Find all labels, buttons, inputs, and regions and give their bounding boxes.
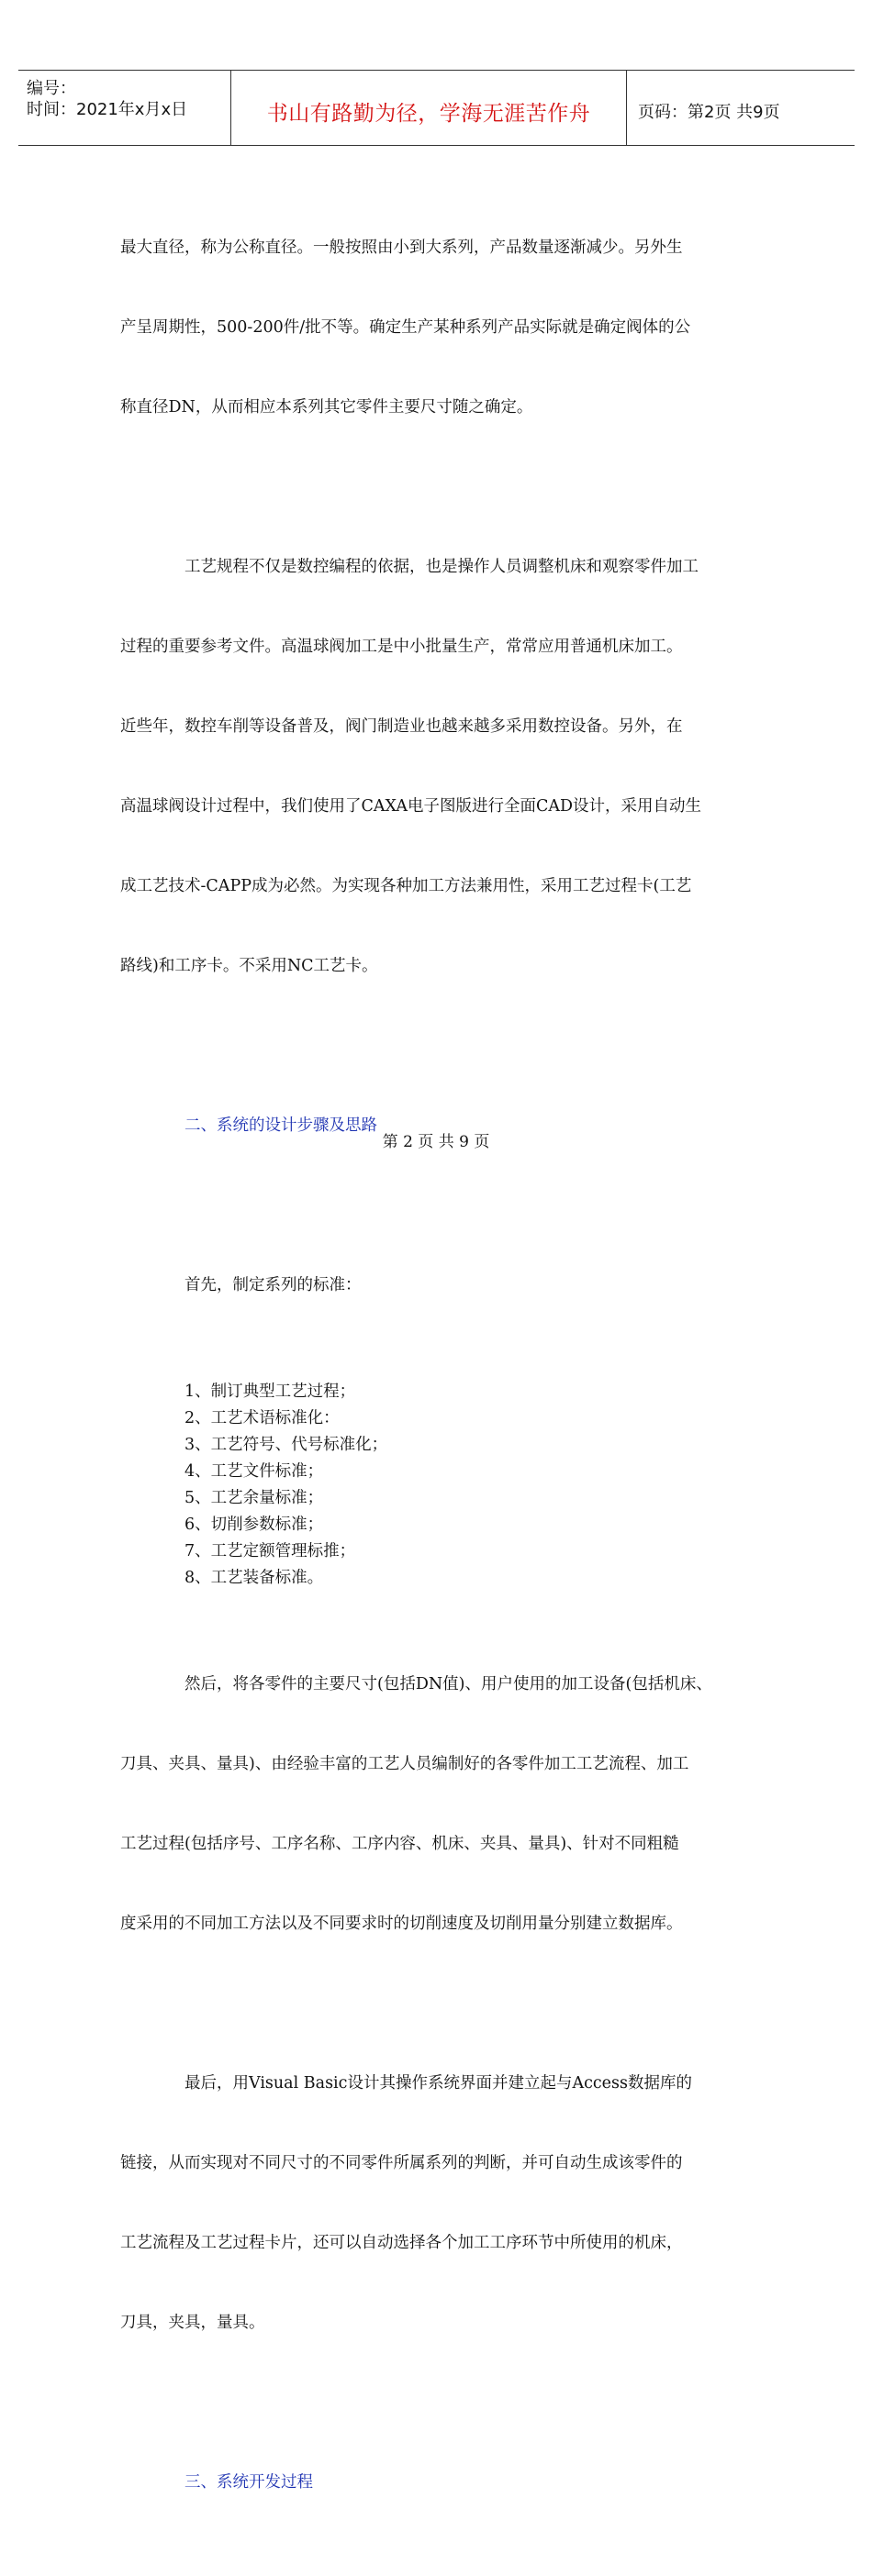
list-item: 5、工艺余量标准； <box>184 1489 324 1507</box>
page-footer: 第 2 页 共 9 页 <box>382 1133 490 1151</box>
text-line: 产呈周期性，500-200件/批不等。确定生产某种系列产品实际就是确定阀体的公 <box>120 318 691 337</box>
text-line: 然后，将各零件的主要尺寸(包括DN值)、用户使用的加工设备(包括机床、 <box>184 1675 712 1693</box>
header-page-number: 页码：第2页 共9页 <box>638 103 780 122</box>
list-item: 8、工艺装备标准。 <box>184 1569 324 1587</box>
section-heading-2 <box>120 1060 763 1193</box>
standards-list <box>120 1379 763 1592</box>
text-line: 近些年，数控车削等设备普及，阀门制造业也越来越多采用数控设备。另外，在 <box>120 717 683 736</box>
heading-text: 二、系统的设计步骤及思路 <box>184 1116 377 1135</box>
text-line: 最大直径，称为公称直径。一般按照由小到大系列，产品数量逐渐减少。另外生 <box>120 239 683 257</box>
paragraph-1 <box>120 182 763 474</box>
header-right-cell <box>627 71 855 145</box>
heading-text: 三、系统开发过程 <box>184 2473 313 2492</box>
text-line: 首先，制定系列的标准： <box>184 1276 362 1294</box>
paragraph-2 <box>120 501 763 1033</box>
text-line: 称直径DN，从而相应本系列其它零件主要尺寸随之确定。 <box>120 398 533 416</box>
section-heading-3 <box>120 2416 763 2549</box>
text-line: 最后，用Visual Basic设计其操作系统界面并建立起与Access数据库的 <box>184 2074 692 2093</box>
text-line: 度采用的不同加工方法以及不同要求时的切削速度及切削用量分别建立数据库。 <box>120 1915 683 1933</box>
text-line: 刀具、夹具、量具)、由经验丰富的工艺人员编制好的各零件加工工艺流程、加工 <box>120 1755 689 1773</box>
paragraph-3 <box>120 1219 763 1352</box>
paragraph-5 <box>120 2017 763 2390</box>
text-line: 链接，从而实现对不同尺寸的不同零件所属系列的判断，并可自动生成该零件的 <box>120 2154 683 2172</box>
text-line: 工艺过程(包括序号、工序名称、工序内容、机床、夹具、量具)、针对不同粗糙 <box>120 1835 679 1853</box>
text-line: 工艺规程不仅是数控编程的依据，也是操作人员调整机床和观察零件加工 <box>184 558 699 576</box>
list-item: 6、切削参数标准； <box>184 1516 324 1534</box>
text-line: 高温球阀设计过程中，我们使用了CAXA电子图版进行全面CAD设计，采用自动生 <box>120 797 702 816</box>
list-item: 2、工艺术语标准化： <box>184 1409 340 1427</box>
text-line: 刀具，夹具，量具。 <box>120 2314 265 2332</box>
document-body <box>120 182 763 2576</box>
header-motto: 书山有路勤为径，学海无涯苦作舟 <box>266 102 591 126</box>
list-item: 7、工艺定额管理标推； <box>184 1542 356 1560</box>
list-item: 3、工艺符号、代号标准化； <box>184 1436 388 1454</box>
paragraph-4 <box>120 1618 763 1991</box>
text-line: 过程的重要参考文件。高温球阀加工是中小批量生产，常常应用普通机床加工。 <box>120 638 683 656</box>
text-line: 工艺流程及工艺过程卡片，还可以自动选择各个加工工序环节中所使用的机床， <box>120 2234 683 2252</box>
document-number-label: 编号： <box>27 79 76 98</box>
header-left-cell <box>18 71 231 145</box>
header-center-cell <box>231 71 627 145</box>
text-line: 成工艺技术-CAPP成为必然。为实现各种加工方法兼用性，采用工艺过程卡(工艺 <box>120 877 692 895</box>
page-header <box>18 70 855 146</box>
document-time-label: 时间：2021年x月x日 <box>27 100 188 119</box>
list-item: 1、制订典型工艺过程； <box>184 1382 356 1401</box>
list-item: 4、工艺文件标准； <box>184 1462 324 1481</box>
text-line: 路线)和工序卡。不采用NC工艺卡。 <box>120 957 378 975</box>
